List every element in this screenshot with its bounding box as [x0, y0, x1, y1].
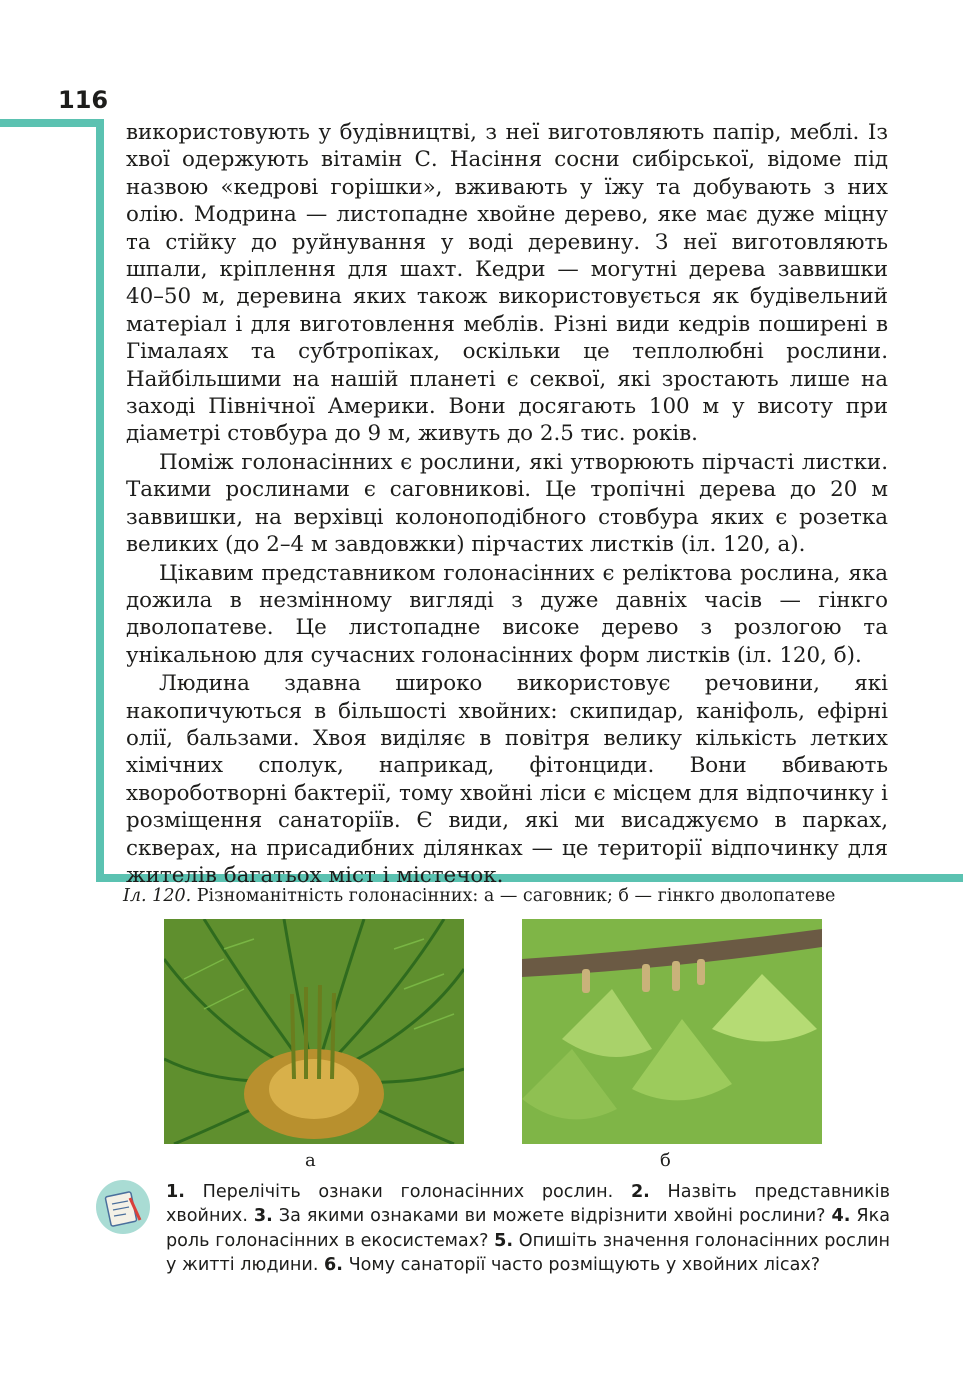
questions-icon [96, 1180, 150, 1234]
question-text: Перелічіть ознаки голонасінних рослин. [202, 1182, 614, 1202]
paragraph: Людина здавна широко використовує речовини, які накопичуються в більшості хвойних: скипидар, каніфоль, ефірні олії, бальзами. Хвоя виділяє в повітря велику кількість летких хімічних сполук, наприкад, фітонциди. Вони вбивають хвороботворні бактерії, тому хвойні ліси є місцем для відпочинку і розміщення санаторіїв. Є види, які ми висаджуємо в парках, скверах, на присадибних ділянках — це території відпочинку для жителів багатьох міст і містечок. [126, 671, 888, 888]
page-number: 116 [58, 86, 109, 114]
question-number: 5. [494, 1230, 514, 1251]
paragraph: використовують у будівництві, з неї виготовляють папір, меблі. Із хвої одержують вітамін С. Насіння сосни сибірської, відоме під назвою «кедрові горішки», вживають у їжу та добувають з них олію. Модрина — листопадне хвойне дерево, яке має дуже міцну та стійку до руйнування у воді деревину. З неї виготовляють шпали, кріплення для шахт. Кедри — могутні дерева заввишки 40–50 м, деревина яких також використовується як будівельний матеріал і для виготовлення меблів. Різні види кедрів поширені в Гімалаях та субтропіках, оскільки це теплолюбні рослини. Найбільшими на нашій планеті є секвої, які зростають лише на заході Північної Америки. Вони досягають 100 м у висоту при діаметрі стовбура до 9 м, живуть до 2.5 тис. років. [126, 120, 888, 447]
question-text: Яка роль голонасінних в екосистемах? [166, 1206, 890, 1251]
figure-label: Іл. 120. [123, 886, 192, 906]
question-number: 6. [324, 1254, 343, 1275]
figure-caption-text: Різноманітність голонасінних: а — саговник; б — гінкго дволопатеве [196, 886, 836, 906]
frame-accent-left [96, 119, 104, 882]
main-text [126, 119, 888, 889]
question-text: Опишіть значення голонасінних рослин у житті людини. [166, 1230, 891, 1275]
question-number: 2. [630, 1182, 650, 1202]
photo-label-a: а [305, 1150, 316, 1171]
ginkgo-illustration [522, 919, 822, 1144]
figure-caption [123, 885, 923, 907]
question-text: Чому санаторії часто розміщують у хвойних лісах? [348, 1254, 821, 1275]
question-text: За якими ознаками ви можете відрізнити хвойні рослини? [278, 1206, 826, 1227]
paragraph: Поміж голонасінних є рослини, які утворюють пірчасті листки. Такими рослинами є саговникові. Це тропічні дерева до 20 м заввишки, на верхівці колоноподібного стовбура яких є розетка великих (до 2–4 м завдовжки) пірчастих листків (іл. 120, а). [126, 449, 888, 558]
questions-block [166, 1180, 890, 1277]
question-number: 1. [166, 1182, 185, 1202]
cycad-illustration [164, 919, 464, 1144]
paragraph: Цікавим представником голонасінних є реліктова рослина, яка дожила в незмінному вигляді з дуже давніх часів — гінкго дволопатеве. Це листопадне високе дерево з розлогою та унікальною для сучасних голонасінних форм листків (іл. 120, б). [126, 560, 888, 668]
question-number: 4. [831, 1206, 851, 1227]
cycad-photo [164, 919, 464, 1144]
photo-label-b: б [660, 1150, 671, 1171]
frame-accent-top [0, 119, 104, 127]
question-text: Назвіть представників хвойних. [166, 1182, 891, 1227]
question-number: 3. [253, 1206, 273, 1227]
ginkgo-photo [522, 919, 822, 1144]
